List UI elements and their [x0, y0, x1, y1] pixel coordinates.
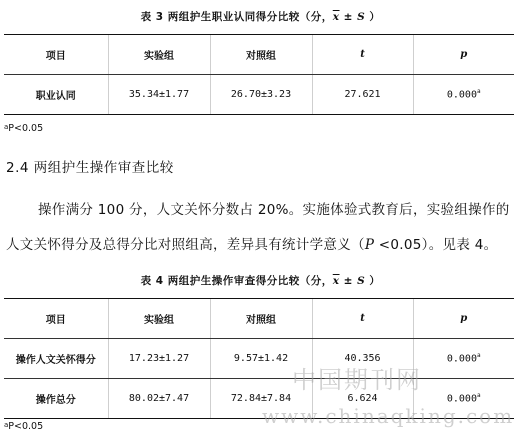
- table3: [4, 34, 514, 115]
- table3-header-t: t: [312, 35, 413, 75]
- table3-caption-pm: ±: [339, 11, 358, 23]
- p-value-sup: a: [476, 352, 481, 360]
- p-value-text: 0.000: [446, 89, 477, 101]
- paragraph-line-1: 操作满分 100 分，人文关怀分数占 20%。实施体验式教育后，实验组操作的: [38, 202, 510, 218]
- table3-header-p: p: [413, 35, 514, 75]
- t-value: 27.621: [312, 75, 413, 115]
- exp-value: 35.34±1.77: [108, 75, 210, 115]
- table3-caption-mean-symbol: $\overline{x}$: [332, 11, 340, 23]
- table4-caption-mean-symbol: $\overline{x}$: [332, 275, 340, 287]
- row-label: 职业认同: [4, 75, 108, 115]
- p-value-text: 0.000: [446, 353, 477, 365]
- p-value: [413, 339, 514, 379]
- ctrl-value: 9.57±1.42: [210, 339, 312, 379]
- row-label: 操作总分: [4, 379, 108, 419]
- table3-header-row: [4, 35, 514, 75]
- table4-caption-pm: ±: [339, 275, 358, 287]
- ctrl-value: 72.84±7.84: [210, 379, 312, 419]
- ctrl-value: 26.70±3.23: [210, 75, 312, 115]
- table3-header-ctrl: 对照组: [210, 35, 312, 75]
- exp-value: 80.02±7.47: [108, 379, 210, 419]
- table4-header-item: 项目: [4, 299, 108, 339]
- watermark-cn: 中国期刊网: [292, 366, 422, 394]
- watermark-url: www.chinaqking.com: [262, 404, 515, 428]
- table4-note-sup: a: [4, 421, 9, 429]
- table3-caption-close: ）: [365, 11, 381, 23]
- table4-header-exp: 实验组: [108, 299, 210, 339]
- paragraph-line-2: [6, 233, 497, 253]
- paragraph-line-2-a: 人文关怀得分及总得分比对照组高，差异具有统计学意义（: [6, 237, 365, 253]
- table4-note-text: P<0.05: [8, 421, 44, 432]
- table4-caption-sd-symbol: S: [357, 275, 366, 287]
- p-value-sup: a: [476, 392, 481, 400]
- table4-header-row: [4, 299, 514, 339]
- paragraph-line-2-b: <0.05）。见表 4。: [374, 237, 498, 253]
- table3-note-sup: a: [4, 123, 9, 131]
- p-value: [413, 75, 514, 115]
- table3-caption-text: 表 3 两组护生职业认同得分比较（分，: [140, 11, 333, 23]
- table3-caption-sd-symbol: S: [357, 11, 366, 23]
- table-row: [4, 75, 514, 115]
- paragraph-line-2-p: P: [364, 237, 375, 253]
- p-value-sup: a: [476, 88, 481, 96]
- table4-header-t: t: [312, 299, 413, 339]
- table4: [4, 298, 514, 419]
- table3-header-item: 项目: [4, 35, 108, 75]
- table4-caption: [0, 273, 521, 288]
- row-label: 操作人文关怀得分: [4, 339, 108, 379]
- table4-header-ctrl: 对照组: [210, 299, 312, 339]
- table4-header-p: p: [413, 299, 514, 339]
- table3-header-exp: 实验组: [108, 35, 210, 75]
- table3-caption: [0, 9, 521, 24]
- exp-value: 17.23±1.27: [108, 339, 210, 379]
- table3-note-text: P<0.05: [8, 123, 44, 134]
- t-value: 6.624: [312, 379, 413, 419]
- table4-caption-close: ）: [365, 275, 381, 287]
- section-heading: 2.4 两组护生操作审查比较: [6, 160, 174, 176]
- table4-caption-text: 表 4 两组护生操作审查得分比较（分，: [140, 275, 333, 287]
- t-value: 40.356: [312, 339, 413, 379]
- p-value-text: 0.000: [446, 393, 477, 405]
- table-row: [4, 339, 514, 379]
- table4-note: [4, 421, 43, 432]
- table3-note: [4, 123, 43, 134]
